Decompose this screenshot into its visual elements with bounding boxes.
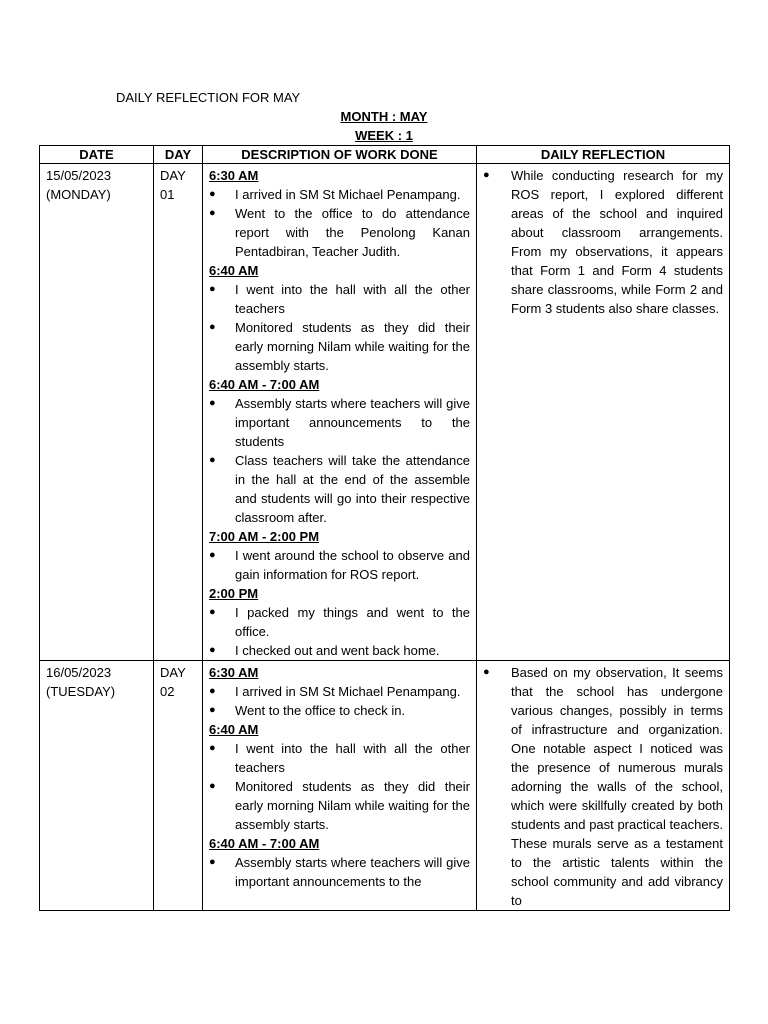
description-cell xyxy=(203,164,477,661)
month-title: MONTH : MAY xyxy=(340,109,428,124)
bullet-icon: ● xyxy=(483,169,490,181)
day-cell xyxy=(154,164,203,661)
table-row xyxy=(40,164,730,661)
entry-weekday: (TUESDAY) xyxy=(46,684,116,699)
table-row xyxy=(40,661,730,911)
entry-date: 16/05/2023 xyxy=(46,665,112,680)
daily-log-table xyxy=(39,145,730,911)
time-heading: 2:00 PM xyxy=(209,586,259,601)
reflection-cell xyxy=(477,661,730,911)
reflection-text: Based on my observation, It seems that the school has undergone various changes, possibly in terms of infrastructure and organization. One notable aspect I noticed was the presence of numerous murals adorning the walls of the school, which were skillfully created by both students and past practical teachers. These murals serve as a testament to the artistic talents within the school community and add vibrancy to xyxy=(511,665,723,908)
day-number: 01 xyxy=(160,187,175,202)
list-item: ● Went to the office to do attendance report with the Penolong Kanan Pentadbiran, Teacher Judith. xyxy=(209,204,470,261)
day-cell xyxy=(154,661,203,911)
date-cell xyxy=(40,661,154,911)
day-label: DAY xyxy=(160,665,186,680)
table-header-row xyxy=(40,146,730,164)
week-title: WEEK : 1 xyxy=(355,128,413,143)
list-item: ● I arrived in SM St Michael Penampang. xyxy=(209,185,470,204)
entry-weekday: (MONDAY) xyxy=(46,187,111,202)
list-item: ● Class teachers will take the attendance in the hall at the end of the assemble and students will go into their respective classroom after. xyxy=(209,451,470,527)
time-heading: 7:00 AM - 2:00 PM xyxy=(209,529,320,544)
list-item: ● Monitored students as they did their early morning Nilam while waiting for the assembly starts. xyxy=(209,777,470,834)
list-item: ● Assembly starts where teachers will give important announcements to the xyxy=(209,853,470,891)
list-item: ● Monitored students as they did their early morning Nilam while waiting for the assembly starts. xyxy=(209,318,470,375)
header-description: DESCRIPTION OF WORK DONE xyxy=(203,146,477,164)
time-heading: 6:40 AM - 7:00 AM xyxy=(209,377,320,392)
day-label: DAY xyxy=(160,168,186,183)
list-item: ● I arrived in SM St Michael Penampang. xyxy=(209,682,470,701)
bullet-icon: ● xyxy=(483,666,490,678)
time-heading: 6:40 AM xyxy=(209,722,259,737)
time-heading: 6:30 AM xyxy=(209,665,259,680)
time-heading: 6:40 AM xyxy=(209,263,259,278)
list-item: ● Assembly starts where teachers will give important announcements to the students xyxy=(209,394,470,451)
list-item: ● I checked out and went back home. xyxy=(209,641,470,660)
list-item: ● I packed my things and went to the office. xyxy=(209,603,470,641)
list-item: ● I went around the school to observe and gain information for ROS report. xyxy=(209,546,470,584)
header-day: DAY xyxy=(154,146,203,164)
header-reflection: DAILY REFLECTION xyxy=(477,146,730,164)
document-heading: DAILY REFLECTION FOR MAY xyxy=(116,90,301,105)
date-cell xyxy=(40,164,154,661)
list-item: ● I went into the hall with all the other teachers xyxy=(209,280,470,318)
entry-date: 15/05/2023 xyxy=(46,168,112,183)
reflection-text: While conducting research for my ROS report, I explored different areas of the school and inquired about classroom arrangements. From my observations, it appears that Form 1 and Form 4 students share classrooms, while Form 2 and Form 3 students also share classes. xyxy=(511,168,723,316)
description-cell xyxy=(203,661,477,911)
list-item: ● Went to the office to check in. xyxy=(209,701,470,720)
reflection-cell xyxy=(477,164,730,661)
time-heading: 6:30 AM xyxy=(209,168,259,183)
time-heading: 6:40 AM - 7:00 AM xyxy=(209,836,320,851)
day-number: 02 xyxy=(160,684,175,699)
list-item: ● I went into the hall with all the other teachers xyxy=(209,739,470,777)
header-date: DATE xyxy=(40,146,154,164)
